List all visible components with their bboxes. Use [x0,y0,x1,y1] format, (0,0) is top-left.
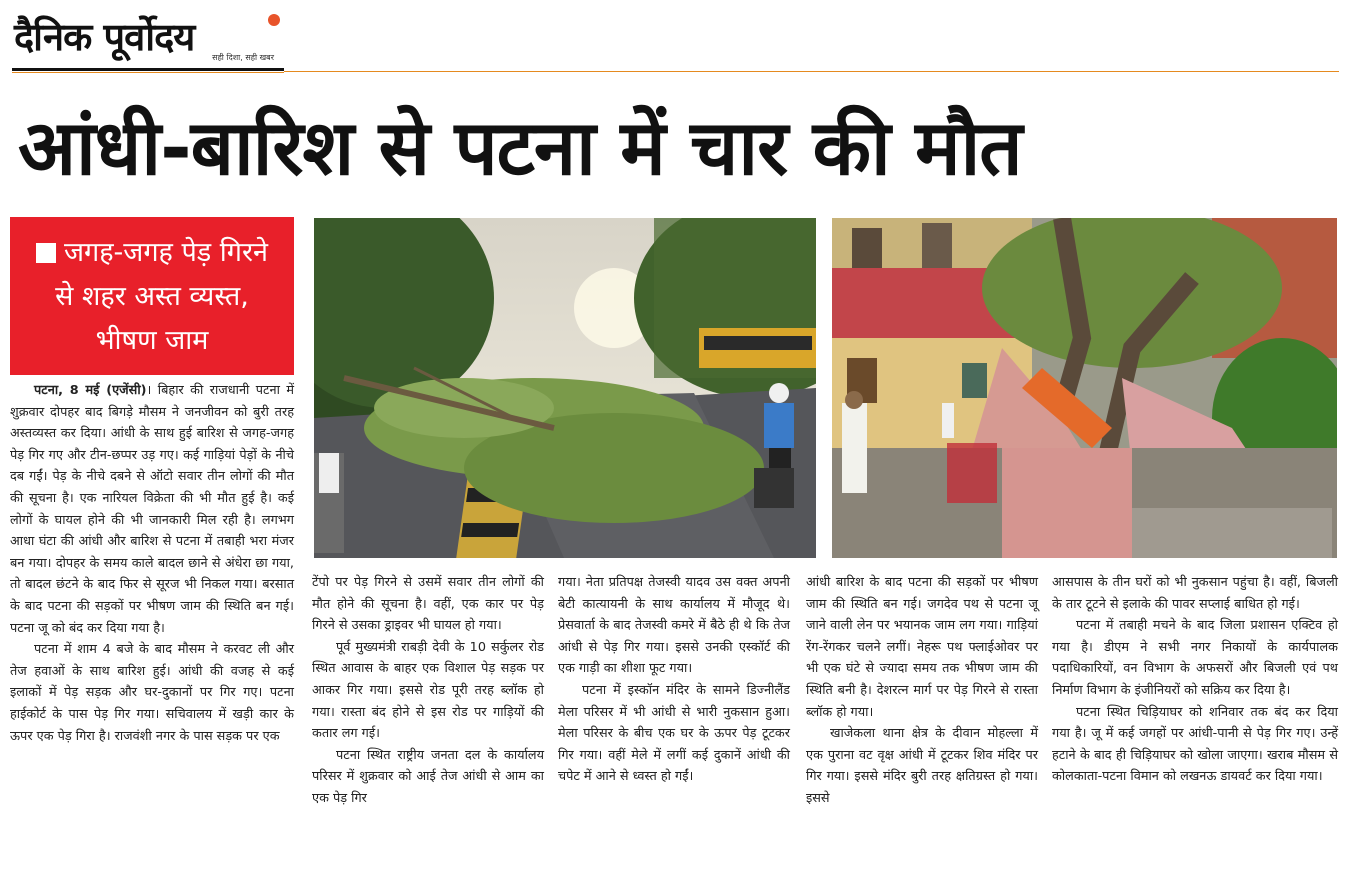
masthead-logo [12,6,284,70]
fallen-tree-road-photo [314,218,816,558]
dateline: पटना, 8 मई (एजेंसी) [34,383,147,398]
article-column-2 [312,572,544,810]
article-paragraph: खाजेकला थाना क्षेत्र के दीवान मोहल्ला में एक पुराना वट वृक्ष आंधी में टूटकर शिव मंदिर पर गिर गया। इससे मंदिर बुरी तरह क्षतिग्रस्त हो गया। इससे [806,726,1038,806]
article-paragraph [10,380,294,639]
temple-damage-photo [832,218,1337,558]
article-column-5 [1052,572,1338,788]
article-paragraph: पटना स्थित राष्ट्रीय जनता दल के कार्यालय परिसर में शुक्रवार को आई तेज आंधी से आम का एक पेड़ गिर [312,747,544,806]
article-column-4 [806,572,1038,810]
article-paragraph: पटना स्थित चिड़ियाघर को शनिवार तक बंद कर दिया गया है। जू में कई जगहों पर आंधी-पानी से पेड़ गिर गए। उन्हें हटाने के बाद ही चिड़ियाघर को खोला जाएगा। खराब मौसम से कोलकाता-पटना विमान को लखनऊ डायवर्ट कर दिया गया। [1052,704,1338,785]
masthead-rule-accent [12,72,284,73]
photo-fallen-tree-on-road [314,218,816,558]
subhead-box [10,217,294,375]
logo-dot-icon [268,14,280,26]
masthead-rule [12,68,284,71]
article-column-3 [558,572,790,788]
article-paragraph: पटना में इस्कॉन मंदिर के सामने डिज्नीलैंड मेला परिसर में भी आंधी से भारी नुकसान हुआ। मेला परिसर के बीच एक घर के ऊपर पेड़ टूटकर गिर गया। वहीं मेले में लगीं कई दुकानें आंधी की चपेट में आने से ध्वस्त हो गईं। [558,682,790,785]
header-divider [284,71,1339,72]
logo-text: दैनिक पूर्वोदय [14,14,195,59]
article-paragraph: आंधी बारिश के बाद पटना की सड़कों पर भीषण जाम की स्थिति बन गई। जगदेव पथ से पटना जू जाने वाली लेन पर भयानक जाम लग गया। गाड़ियां रेंग-रेंगकर चलने लगीं। नेहरू पथ फ्लाईओवर पर भी एक घंटे से ज्यादा समय तक भीषण जाम की स्थिति बनी है। देशरत्न मार्ग पर पेड़ गिरने से रास्ता ब्लॉक हो गया। [806,575,1038,720]
photo-tree-fallen-on-temple [832,218,1337,558]
tagline: सही दिशा, सही खबर [212,53,274,62]
article-paragraph: आसपास के तीन घरों को भी नुकसान पहुंचा है। वहीं, बिजली के तार टूटने से इलाके की पावर सप्लाई बाधित हो गई। [1052,575,1338,612]
article-paragraph: गया। नेता प्रतिपक्ष तेजस्वी यादव उस वक्त अपनी बेटी कात्यायनी के साथ कार्यालय में मौजूद थे। प्रेसवार्ता के बाद तेजस्वी कमरे में बैठे ही थे कि तेज आंधी से पेड़ गिर गया। इससे उनकी एस्कॉर्ट की एक गाड़ी का शीशा फूट गया। [558,575,790,677]
article-paragraph: पटना में शाम 4 बजे के बाद मौसम ने करवट ली और तेज हवाओं के साथ बारिश हुई। आंधी की वजह से कई इलाकों में पेड़ सड़क और घर-दुकानों पर गिर गए। पटना हाईकोर्ट के पास पेड़ गिर गया। सचिवालय में खड़ी कार के ऊपर एक पेड़ गिरा है। राजवंशी नगर के पास सड़क पर एक [10,642,294,744]
article-paragraph: पटना में तबाही मचने के बाद जिला प्रशासन एक्टिव हो गया है। डीएम ने सभी नगर निकायों के कार्यपालक पदाधिकारियों, वन विभाग के अफसरों और बिजली एवं पथ निर्माण विभाग के इंजीनियरों को सक्रिय कर दिया है। [1052,618,1338,698]
subhead-label: जगह-जगह पेड़ गिरने से शहर अस्त व्यस्त, भीषण जाम [55,237,269,356]
article-paragraph: पूर्व मुख्यमंत्री राबड़ी देवी के 10 सर्कुलर रोड स्थित आवास के बाहर एक विशाल पेड़ सड़क पर आकर गिर गया। इससे रोड पूरी तरह ब्लॉक हो गया। रास्ता बंद होने से इस रोड पर गाड़ियों की कतार लग गई। [312,639,544,742]
subhead-text [24,231,280,363]
paragraph-text: । बिहार की राजधानी पटना में शुक्रवार दोपहर बाद बिगड़े मौसम ने जनजीवन को बुरी तरह अस्तव्यस्त कर दिया। आंधी के साथ हुई बारिश से जगह-जगह पेड़ गिर गए और टीन-छप्पर उड़ गए। कई गाड़ियां पेड़ों के नीचे दब गईं। पेड़ के नीचे दबने से ऑटो सवार तीन लोगों की मौत की सूचना है। एक नारियल विक्रेता की भी मौत हुई है। कई लोगों के घायल होने की भी जानकारी मिल रही है। लगभग आधा घंटा की आंधी और बारिश से पटना में तबाही भरा मंजर बन गया। दोपहर के समय काले बादल छाने से अंधेरा छा गया, तो बादल छंटने के बाद फिर से सूरज भी निकल गया। बरसात के बाद पटना की सड़कों पर भीषण जाम की स्थिति बन गई। पटना जू को बंद कर दिया गया है। [10,383,294,636]
bullet-square-icon [36,243,56,263]
article-column-1 [10,380,294,747]
article-paragraph: टेंपो पर पेड़ गिरने से उसमें सवार तीन लोगों की मौत होने की सूचना है। वहीं, एक कार पर पेड़ गिरने से उसका ड्राइवर भी घायल हो गया। [312,575,544,634]
main-headline: आंधी-बारिश से पटना में चार की मौत [18,103,1022,192]
